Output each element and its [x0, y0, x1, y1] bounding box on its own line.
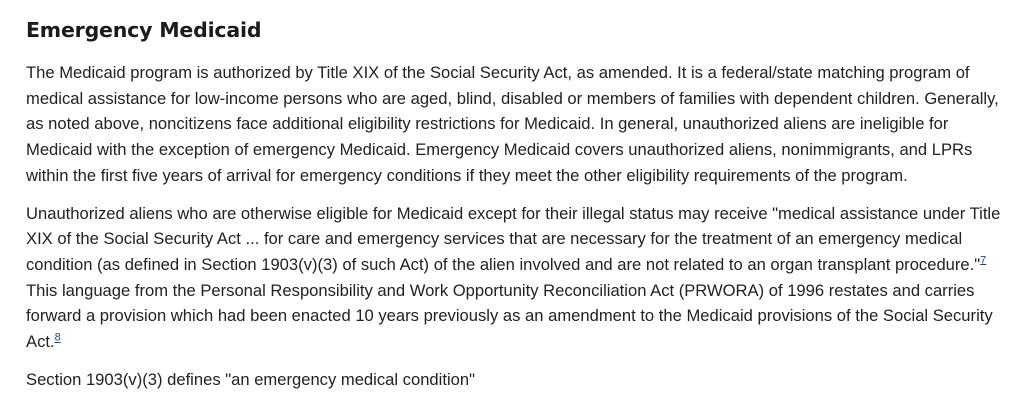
section-title: Emergency Medicaid: [26, 18, 262, 42]
paragraph-medicaid-overview: The Medicaid program is authorized by Title XIX of the Social Security Act, as amended. It is a federal/state matching program of medical assistance for low-income persons who are aged, blind, disabled or members of families with dependent children. Generally, as noted above, noncitizens face additional eligibility restrictions for Medicaid. In general, unauthorized aliens are ineligible for Medicaid with the exception of emergency Medicaid. Emergency Medicaid covers unauthorized aliens, nonimmigrants, and LPRs within the first five years of arrival for emergency conditions if they meet the other eligibility requirements of the program.: [26, 63, 999, 185]
paragraph-text: Unauthorized aliens who are otherwise eligible for Medicaid except for their illegal status may receive "medical assistance under Title XIX of the Social Security Act ... for care and emergency services that are necessary for the treatment of an emergency medical condition (as defined in Section 1903(v)(3) of such Act) of the alien involved and are not related to an organ transplant procedure.": [26, 203, 1001, 274]
paragraph-unauthorized-aliens: [26, 201, 1001, 355]
paragraph-text: This language from the Personal Responsibility and Work Opportunity Reconciliation Act (PRWORA) of 1996 restates and carries forward a provision which had been enacted 10 years previously as an amendment to the Medicaid provisions of the Social Security Act.: [26, 280, 993, 352]
footnote-link-7[interactable]: 7: [980, 254, 987, 267]
article-content: [26, 0, 1001, 392]
paragraph-section-definition: Section 1903(v)(3) defines "an emergency medical condition": [26, 369, 475, 389]
footnote-link-8[interactable]: 8: [54, 331, 61, 344]
